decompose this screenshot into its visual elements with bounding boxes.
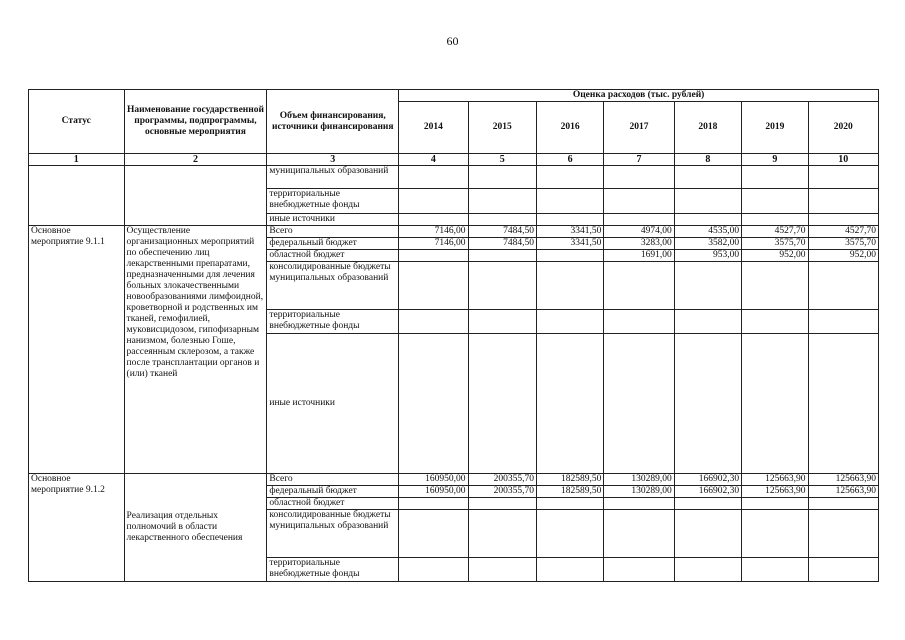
source-cell: иные источники [267, 334, 399, 474]
value-cell: 166902,30 [674, 474, 741, 486]
header-year: 2017 [604, 102, 674, 154]
source-cell: иные источники [267, 214, 399, 226]
value-cell: 7484,50 [468, 226, 536, 238]
value-cell: 125663,90 [808, 474, 879, 486]
budget-table [28, 89, 879, 582]
name-cell-empty [124, 166, 267, 226]
source-cell: территориальные внебюджетные фонды [267, 189, 399, 214]
header-year: 2019 [742, 102, 808, 154]
value-cell: 166902,30 [674, 486, 741, 498]
value-cell: 952,00 [808, 250, 879, 262]
measure-name: Реализация отдельных полномочий в области лекарственного обеспечения [124, 474, 267, 582]
table-row [29, 226, 879, 238]
source-cell: Всего [267, 474, 399, 486]
value-cell: 4535,00 [674, 226, 741, 238]
col-number: 1 [29, 154, 125, 166]
value-cell: 3582,00 [674, 238, 741, 250]
col-number: 6 [536, 154, 603, 166]
value-cell: 182589,50 [536, 486, 603, 498]
source-cell: областной бюджет [267, 250, 399, 262]
source-cell: федеральный бюджет [267, 486, 399, 498]
col-number: 9 [742, 154, 808, 166]
page-number: 60 [446, 34, 459, 48]
header-year: 2015 [468, 102, 536, 154]
value-cell [399, 250, 468, 262]
source-cell: областной бюджет [267, 498, 399, 510]
value-cell: 3283,00 [604, 238, 674, 250]
measure-name: Осуществление организационных мероприятий по обеспечению лиц лекарственными препаратами, предназначенными для лечения больных злокачественными новообразованиями лимфоидной, кроветворной и родственных им тканей, гемофилией, муковисцидозом, гипофизарным нанизмом, болезнью Гоше, рассеянным склерозом, а также после трансплантации органов и (или) тканей [124, 226, 267, 474]
col-number: 8 [674, 154, 741, 166]
header-estimate: Оценка расходов (тыс. рублей) [399, 90, 879, 102]
source-cell: территориальные внебюджетные фонды [267, 558, 399, 582]
value-cell: 4527,70 [742, 226, 808, 238]
table-row [29, 474, 879, 486]
header-year: 2016 [536, 102, 603, 154]
value-cell: 3575,70 [808, 238, 879, 250]
header-row-col-numbers [29, 154, 879, 166]
status-cell: Основное мероприятие 9.1.1 [29, 226, 125, 474]
value-cell: 7146,00 [399, 226, 468, 238]
value-cell: 3575,70 [742, 238, 808, 250]
value-cell: 200355,70 [468, 486, 536, 498]
value-cell: 4974,00 [604, 226, 674, 238]
header-funding-source: Объем финансирования, источники финансирования [267, 90, 399, 154]
header-year: 2018 [674, 102, 741, 154]
source-cell: федеральный бюджет [267, 238, 399, 250]
value-cell: 7484,50 [468, 238, 536, 250]
value-cell: 4527,70 [808, 226, 879, 238]
col-number: 3 [267, 154, 399, 166]
value-cell: 3341,50 [536, 226, 603, 238]
source-cell: консолидированные бюджеты муниципальных образований [267, 262, 399, 310]
value-cell: 7146,00 [399, 238, 468, 250]
value-cell [468, 250, 536, 262]
table-row [29, 166, 879, 189]
source-cell: территориальные внебюджетные фонды [267, 310, 399, 334]
value-cell: 130289,00 [604, 474, 674, 486]
value-cell [536, 250, 603, 262]
value-cell: 1691,00 [604, 250, 674, 262]
value-cell: 125663,90 [808, 486, 879, 498]
source-cell: Всего [267, 226, 399, 238]
value-cell: 952,00 [742, 250, 808, 262]
col-number: 2 [124, 154, 267, 166]
header-program-name: Наименование государственной программы, подпрограммы, основные мероприятия [124, 90, 267, 154]
status-cell: Основное мероприятие 9.1.2 [29, 474, 125, 582]
value-cell: 125663,90 [742, 474, 808, 486]
source-cell: консолидированные бюджеты муниципальных образований [267, 510, 399, 558]
value-cell: 3341,50 [536, 238, 603, 250]
source-cell: муниципальных образований [267, 166, 399, 189]
value-cell: 182589,50 [536, 474, 603, 486]
status-cell-empty [29, 166, 125, 226]
header-status: Статус [29, 90, 125, 154]
header-year: 2014 [399, 102, 468, 154]
col-number: 10 [808, 154, 879, 166]
value-cell: 160950,00 [399, 486, 468, 498]
header-year: 2020 [808, 102, 879, 154]
value-cell: 125663,90 [742, 486, 808, 498]
col-number: 4 [399, 154, 468, 166]
value-cell: 160950,00 [399, 474, 468, 486]
col-number: 7 [604, 154, 674, 166]
col-number: 5 [468, 154, 536, 166]
value-cell: 200355,70 [468, 474, 536, 486]
value-cell: 130289,00 [604, 486, 674, 498]
value-cell: 953,00 [674, 250, 741, 262]
header-row-1 [29, 90, 879, 102]
